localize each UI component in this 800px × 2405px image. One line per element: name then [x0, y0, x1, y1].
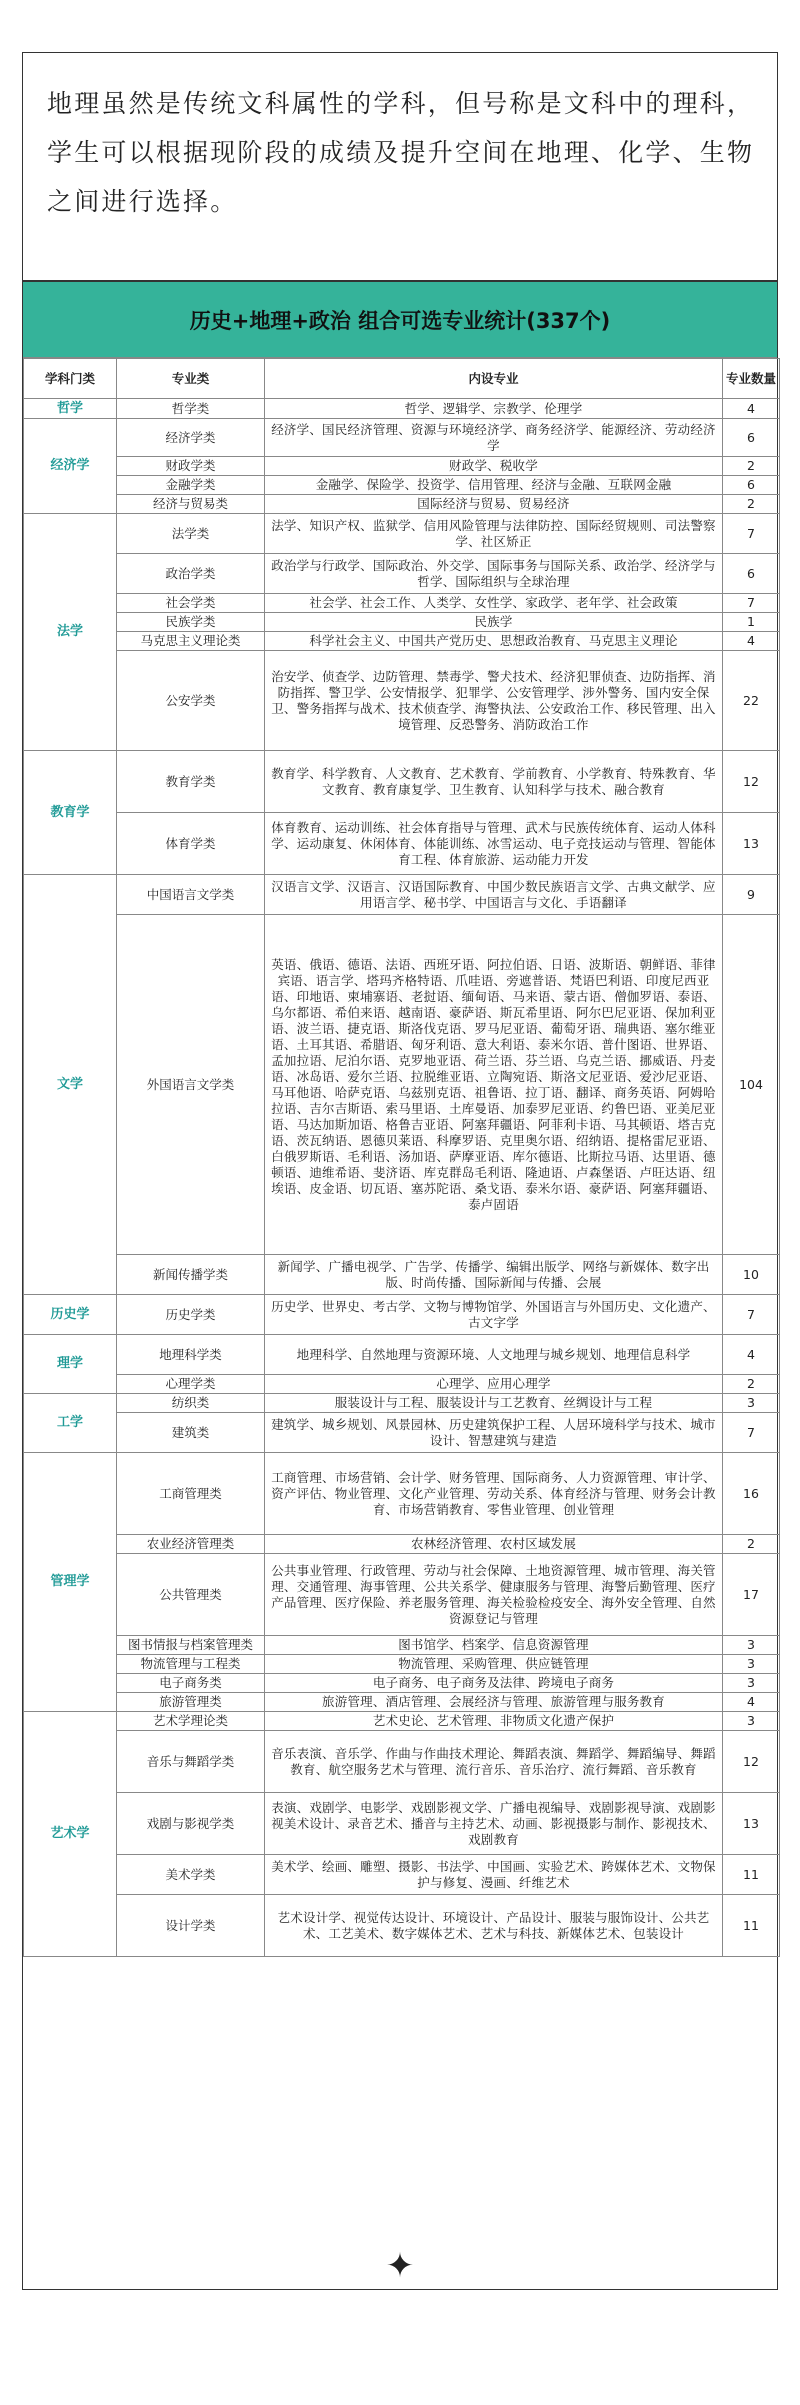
sparkle-icon: ✦	[385, 2246, 415, 2286]
header-majors: 内设专业	[265, 359, 723, 399]
category-cell: 教育学	[24, 751, 117, 875]
major-statistics-sheet	[23, 281, 777, 1957]
count-cell: 7	[723, 1295, 780, 1335]
table-row	[24, 457, 780, 476]
table-row	[24, 1394, 780, 1413]
table-row	[24, 632, 780, 651]
class-cell: 哲学类	[117, 399, 265, 419]
majors-cell: 国际经济与贸易、贸易经济	[265, 495, 723, 514]
count-cell: 12	[723, 751, 780, 813]
count-cell: 6	[723, 554, 780, 594]
table-row	[24, 1554, 780, 1636]
category-cell: 工学	[24, 1394, 117, 1453]
table-row	[24, 1855, 780, 1895]
table-row	[24, 1535, 780, 1554]
class-cell: 工商管理类	[117, 1453, 265, 1535]
table-row	[24, 651, 780, 751]
category-cell: 哲学	[24, 399, 117, 419]
count-cell: 13	[723, 1793, 780, 1855]
header-class: 专业类	[117, 359, 265, 399]
majors-cell: 新闻学、广播电视学、广告学、传播学、编辑出版学、网络与新媒体、数字出版、时尚传播、国际新闻与传播、会展	[265, 1255, 723, 1295]
table-row	[24, 1636, 780, 1655]
class-cell: 公安学类	[117, 651, 265, 751]
count-cell: 4	[723, 1335, 780, 1375]
table-title: 历史+地理+政治 组合可选专业统计(337个)	[23, 282, 777, 358]
table-row	[24, 594, 780, 613]
class-cell: 民族学类	[117, 613, 265, 632]
count-cell: 2	[723, 1535, 780, 1554]
class-cell: 社会学类	[117, 594, 265, 613]
count-cell: 10	[723, 1255, 780, 1295]
majors-cell: 服装设计与工程、服装设计与工艺教育、丝绸设计与工程	[265, 1394, 723, 1413]
count-cell: 7	[723, 1413, 780, 1453]
count-cell: 3	[723, 1674, 780, 1693]
table-row	[24, 1731, 780, 1793]
count-cell: 104	[723, 915, 780, 1255]
count-cell: 12	[723, 1731, 780, 1793]
category-cell: 历史学	[24, 1295, 117, 1335]
class-cell: 马克思主义理论类	[117, 632, 265, 651]
majors-cell: 旅游管理、酒店管理、会展经济与管理、旅游管理与服务教育	[265, 1693, 723, 1712]
class-cell: 经济学类	[117, 419, 265, 457]
table-row	[24, 495, 780, 514]
class-cell: 政治学类	[117, 554, 265, 594]
intro-text: 地理虽然是传统文科属性的学科，但号称是文科中的理科，学生可以根据现阶段的成绩及提升空间在地理、化学、生物之间进行选择。	[47, 89, 755, 216]
class-cell: 艺术学理论类	[117, 1712, 265, 1731]
class-cell: 法学类	[117, 514, 265, 554]
count-cell: 16	[723, 1453, 780, 1535]
header-count: 专业数量	[723, 359, 780, 399]
count-cell: 3	[723, 1394, 780, 1413]
class-cell: 电子商务类	[117, 1674, 265, 1693]
class-cell: 教育学类	[117, 751, 265, 813]
table-row	[24, 813, 780, 875]
category-cell: 文学	[24, 875, 117, 1295]
count-cell: 3	[723, 1636, 780, 1655]
class-cell: 音乐与舞蹈学类	[117, 1731, 265, 1793]
intro-section	[23, 53, 777, 281]
majors-cell: 地理科学、自然地理与资源环境、人文地理与城乡规划、地理信息科学	[265, 1335, 723, 1375]
majors-cell: 政治学与行政学、国际政治、外交学、国际事务与国际关系、政治学、经济学与哲学、国际组织与全球治理	[265, 554, 723, 594]
class-cell: 设计学类	[117, 1895, 265, 1957]
table-row	[24, 1655, 780, 1674]
class-cell: 经济与贸易类	[117, 495, 265, 514]
majors-cell: 科学社会主义、中国共产党历史、思想政治教育、马克思主义理论	[265, 632, 723, 651]
class-cell: 心理学类	[117, 1375, 265, 1394]
content-frame	[22, 52, 778, 2290]
table-row	[24, 751, 780, 813]
class-cell: 农业经济管理类	[117, 1535, 265, 1554]
majors-cell: 社会学、社会工作、人类学、女性学、家政学、老年学、社会政策	[265, 594, 723, 613]
majors-cell: 音乐表演、音乐学、作曲与作曲技术理论、舞蹈表演、舞蹈学、舞蹈编导、舞蹈教育、航空服务艺术与管理、流行音乐、音乐治疗、流行舞蹈、音乐教育	[265, 1731, 723, 1793]
header-category: 学科门类	[24, 359, 117, 399]
majors-cell: 农林经济管理、农村区域发展	[265, 1535, 723, 1554]
count-cell: 4	[723, 632, 780, 651]
majors-cell: 汉语言文学、汉语言、汉语国际教育、中国少数民族语言文学、古典文献学、应用语言学、秘书学、中国语言与文化、手语翻译	[265, 875, 723, 915]
majors-cell: 法学、知识产权、监狱学、信用风险管理与法律防控、国际经贸规则、司法警察学、社区矫正	[265, 514, 723, 554]
count-cell: 7	[723, 514, 780, 554]
table-row	[24, 1453, 780, 1535]
count-cell: 4	[723, 399, 780, 419]
table-row	[24, 419, 780, 457]
class-cell: 旅游管理类	[117, 1693, 265, 1712]
table-row	[24, 1793, 780, 1855]
table-row	[24, 1335, 780, 1375]
count-cell: 2	[723, 457, 780, 476]
majors-cell: 金融学、保险学、投资学、信用管理、经济与金融、互联网金融	[265, 476, 723, 495]
table-row	[24, 1693, 780, 1712]
class-cell: 地理科学类	[117, 1335, 265, 1375]
category-cell: 理学	[24, 1335, 117, 1394]
majors-cell: 体育教育、运动训练、社会体育指导与管理、武术与民族传统体育、运动人体科学、运动康复、休闲体育、体能训练、冰雪运动、电子竞技运动与管理、智能体育工程、体育旅游、运动能力开发	[265, 813, 723, 875]
major-table	[23, 358, 780, 1957]
count-cell: 2	[723, 495, 780, 514]
table-row	[24, 554, 780, 594]
table-row	[24, 1413, 780, 1453]
class-cell: 美术学类	[117, 1855, 265, 1895]
category-cell: 经济学	[24, 419, 117, 514]
majors-cell: 历史学、世界史、考古学、文物与博物馆学、外国语言与外国历史、文化遗产、古文字学	[265, 1295, 723, 1335]
count-cell: 6	[723, 419, 780, 457]
count-cell: 17	[723, 1554, 780, 1636]
table-row	[24, 875, 780, 915]
majors-cell: 图书馆学、档案学、信息资源管理	[265, 1636, 723, 1655]
count-cell: 1	[723, 613, 780, 632]
majors-cell: 电子商务、电子商务及法律、跨境电子商务	[265, 1674, 723, 1693]
majors-cell: 表演、戏剧学、电影学、戏剧影视文学、广播电视编导、戏剧影视导演、戏剧影视美术设计、录音艺术、播音与主持艺术、动画、影视摄影与制作、影视技术、戏剧教育	[265, 1793, 723, 1855]
count-cell: 9	[723, 875, 780, 915]
count-cell: 3	[723, 1712, 780, 1731]
majors-cell: 财政学、税收学	[265, 457, 723, 476]
majors-cell: 哲学、逻辑学、宗教学、伦理学	[265, 399, 723, 419]
class-cell: 物流管理与工程类	[117, 1655, 265, 1674]
count-cell: 22	[723, 651, 780, 751]
majors-cell: 英语、俄语、德语、法语、西班牙语、阿拉伯语、日语、波斯语、朝鲜语、菲律宾语、语言学、塔玛齐格特语、爪哇语、旁遮普语、梵语巴利语、印度尼西亚语、印地语、柬埔寨语、老挝语、缅甸语、马来语、蒙古语、僧伽罗语、泰语、乌尔都语、希伯来语、越南语、豪萨语、斯瓦希里语、阿尔巴尼亚语、保加利亚语、波兰语、捷克语、斯洛伐克语、罗马尼亚语、葡萄牙语、瑞典语、塞尔维亚语、土耳其语、希腊语、匈牙利语、意大利语、泰米尔语、普什图语、世界语、孟加拉语、尼泊尔语、克罗地亚语、荷兰语、芬兰语、乌克兰语、挪威语、丹麦语、冰岛语、爱尔兰语、拉脱维亚语、立陶宛语、斯洛文尼亚语、爱沙尼亚语、马耳他语、哈萨克语、乌兹别克语、祖鲁语、拉丁语、翻译、商务英语、阿姆哈拉语、吉尔吉斯语、索马里语、土库曼语、加泰罗尼亚语、约鲁巴语、亚美尼亚语、马达加斯加语、格鲁吉亚语、阿塞拜疆语、阿菲利卡语、马其顿语、塔吉克语、茨瓦纳语、恩德贝莱语、科摩罗语、克里奥尔语、绍纳语、提格雷尼亚语、白俄罗斯语、毛利语、汤加语、萨摩亚语、库尔德语、比斯拉马语、达里语、德顿语、迪维希语、斐济语、库克群岛毛利语、隆迪语、卢森堡语、卢旺达语、纽埃语、皮金语、切瓦语、塞苏陀语、桑戈语、泰米尔语、豪萨语、阿塞拜疆语、泰卢固语	[265, 915, 723, 1255]
class-cell: 建筑类	[117, 1413, 265, 1453]
count-cell: 3	[723, 1655, 780, 1674]
table-row	[24, 1712, 780, 1731]
class-cell: 金融学类	[117, 476, 265, 495]
category-cell: 管理学	[24, 1453, 117, 1712]
count-cell: 11	[723, 1855, 780, 1895]
majors-cell: 建筑学、城乡规划、风景园林、历史建筑保护工程、人居环境科学与技术、城市设计、智慧建筑与建造	[265, 1413, 723, 1453]
table-row	[24, 476, 780, 495]
category-cell: 法学	[24, 514, 117, 751]
table-row	[24, 1674, 780, 1693]
table-row	[24, 1255, 780, 1295]
count-cell: 2	[723, 1375, 780, 1394]
majors-cell: 治安学、侦查学、边防管理、禁毒学、警犬技术、经济犯罪侦查、边防指挥、消防指挥、警卫学、公安情报学、犯罪学、公安管理学、涉外警务、国内安全保卫、警务指挥与战术、技术侦查学、海警执法、公安政治工作、移民管理、出入境管理、反恐警务、消防政治工作	[265, 651, 723, 751]
table-row	[24, 1295, 780, 1335]
table-row	[24, 613, 780, 632]
majors-cell: 美术学、绘画、雕塑、摄影、书法学、中国画、实验艺术、跨媒体艺术、文物保护与修复、漫画、纤维艺术	[265, 1855, 723, 1895]
table-row	[24, 514, 780, 554]
class-cell: 历史学类	[117, 1295, 265, 1335]
table-body	[24, 399, 780, 1957]
class-cell: 纺织类	[117, 1394, 265, 1413]
class-cell: 戏剧与影视学类	[117, 1793, 265, 1855]
majors-cell: 艺术设计学、视觉传达设计、环境设计、产品设计、服装与服饰设计、公共艺术、工艺美术、数字媒体艺术、艺术与科技、新媒体艺术、包装设计	[265, 1895, 723, 1957]
majors-cell: 心理学、应用心理学	[265, 1375, 723, 1394]
class-cell: 新闻传播学类	[117, 1255, 265, 1295]
count-cell: 7	[723, 594, 780, 613]
table-row	[24, 1895, 780, 1957]
count-cell: 13	[723, 813, 780, 875]
count-cell: 6	[723, 476, 780, 495]
class-cell: 财政学类	[117, 457, 265, 476]
class-cell: 外国语言文学类	[117, 915, 265, 1255]
majors-cell: 工商管理、市场营销、会计学、财务管理、国际商务、人力资源管理、审计学、资产评估、物业管理、文化产业管理、劳动关系、体育经济与管理、财务会计教育、市场营销教育、零售业管理、创业管理	[265, 1453, 723, 1535]
count-cell: 11	[723, 1895, 780, 1957]
majors-cell: 民族学	[265, 613, 723, 632]
class-cell: 公共管理类	[117, 1554, 265, 1636]
count-cell: 4	[723, 1693, 780, 1712]
majors-cell: 教育学、科学教育、人文教育、艺术教育、学前教育、小学教育、特殊教育、华文教育、教育康复学、卫生教育、认知科学与技术、融合教育	[265, 751, 723, 813]
class-cell: 中国语言文学类	[117, 875, 265, 915]
table-row	[24, 915, 780, 1255]
table-row	[24, 1375, 780, 1394]
class-cell: 图书情报与档案管理类	[117, 1636, 265, 1655]
category-cell: 艺术学	[24, 1712, 117, 1957]
majors-cell: 公共事业管理、行政管理、劳动与社会保障、土地资源管理、城市管理、海关管理、交通管理、海事管理、公共关系学、健康服务与管理、海警后勤管理、医疗产品管理、医疗保险、养老服务管理、海关检验检疫安全、海外安全管理、自然资源登记与管理	[265, 1554, 723, 1636]
class-cell: 体育学类	[117, 813, 265, 875]
table-row	[24, 399, 780, 419]
table-header-row	[24, 359, 780, 399]
majors-cell: 经济学、国民经济管理、资源与环境经济学、商务经济学、能源经济、劳动经济学	[265, 419, 723, 457]
majors-cell: 艺术史论、艺术管理、非物质文化遗产保护	[265, 1712, 723, 1731]
majors-cell: 物流管理、采购管理、供应链管理	[265, 1655, 723, 1674]
